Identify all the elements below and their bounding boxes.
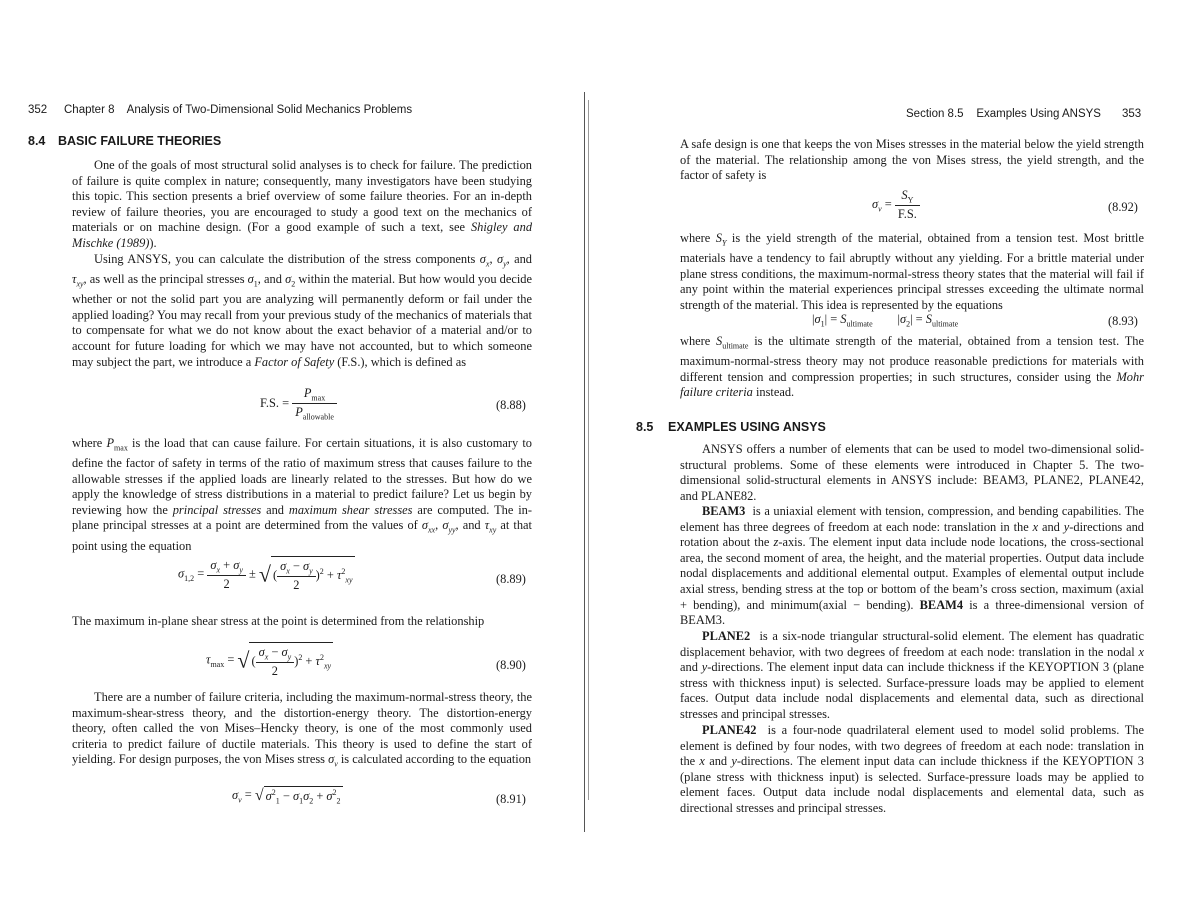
equation-number-8-89: (8.89) [496,572,526,586]
equation-8-88: F.S. = $\frac{P_{max}}{P_{allowable}}$ [260,386,337,422]
paragraph-ansys-elements: ANSYS offers a number of elements that can be used to model two-dimensional solid-structural problems. Some of these elements were introduced in Chapter 5. The two-dimensional solid-structural elements in ANSYS include: BEAM3, PLANE2, PLANE42, and PLANE82. [680,442,1144,503]
equation-number-8-88: (8.88) [496,398,526,412]
right-page [596,0,1188,918]
equation-number-8-92: (8.92) [1108,200,1138,214]
right-running-head: Section 8.5 Examples Using ANSYS [906,108,1101,120]
equation-number-8-93: (8.93) [1108,314,1138,328]
left-page-number: 352 [28,104,48,116]
paragraph-plane2: PLANE2 is a six-node triangular structural-solid element. The element has quadratic displacement behavior, with two degrees of freedom at each node: translation in the nodal x and y-directions. The element input data can include thickness if the KEYOPTION 3 (plane stress with thickness input) is selected. Surface-pressure loads may be applied to element faces. Output data include nodal displacements and elemental data, such as directional stresses and principal stresses. [680,629,1144,721]
equation-8-89: $\sigma_{1,2}$ = $\frac{\sigma_x + \sigma_y}{2}$ ± √ ( $\frac{\sigma_x - \sigma_y}{2}$ )$^2 + \tau^2_{xy}$ [178,557,353,593]
paragraph-safe-design: A safe design is one that keeps the von Mises stresses in the material below the yield strength of the material. The relationship among the von Mises stress, the yield strength, and the factor of safety is [680,137,1144,183]
equation-number-8-90: (8.90) [496,658,526,672]
paragraph-ultimate-strength: where $S_{ultimate}$ is the ultimate strength of the material, obtained from a tension test. The maximum-normal-stress theory may not produce reasonable predictions for materials with different tension and compression properties; in such structures, consider using the Mohr failure criteria instead. [680,334,1144,400]
paragraph-plane42: PLANE42 is a four-node quadrilateral element used to model solid problems. The element is defined by four nodes, with two degrees of freedom at each node: translation in the x and y-directions. The element input data can include thickness if the KEYOPTION 3 (plane stress with thickness input) is selected. Surface-pressure loads may be applied to element faces. Output data include nodal displacements and elemental data, such as directional stresses and principal stresses. [680,723,1144,815]
gutter-line-inner [588,100,589,800]
section-title-8-4: BASIC FAILURE THEORIES [58,134,222,148]
paragraph-yield-strength: where $S_Y$ is the yield strength of the material, obtained from a tension test. Most brittle materials have a tendency to fail abruptly without any yielding. For a brittle material under plane stress conditions, the maximum-normal-stress theory states that the material will fail if any point within the material experiences principal stresses exceeding the ultimate normal strength of the material. This idea is represented by the equations [680,231,1144,312]
section-title-8-5: EXAMPLES USING ANSYS [668,420,826,434]
paragraph-goals: One of the goals of most structural solid analyses is to check for failure. The prediction of failure is quite complex in nature; consequently, many investigators have been studying this topic. This section presents a brief overview of some failure theories. For an in-depth review of failure theories, you are encouraged to study a good text on the mechanics of materials or on machine design. (For a good example of such a text, see Shigley and Mischke (1989)). [72,158,533,250]
paragraph-failure-criteria: There are a number of failure criteria, including the maximum-normal-stress theory, the maximum-shear-stress theory, and the distortion-energy theory. The distortion-energy theory, often called the von Mises–Hencky theory, is one of the most commonly used criteria to predict failure of ductile materials. This theory is used to define the start of yielding. For design purposes, the von Mises stress $\sigma_v$ is calculated according to the equation [72,690,532,769]
paragraph-stress-components: Using ANSYS, you can calculate the distribution of the stress components $\sigma_x$, $\sigma_y$, and $\tau_{xy}$, as well as the principal stresses $\sigma_1$, and $\sigma_2$ within the material. But how would you decide whether or not the solid part you are analyzing will permanently deform or fail under the applied loading? You may recall from your previous study of the mechanics of materials that to compensate for what we do not know about the exact behavior of a material and/or to account for future loading for which we may have not accounted, but to which someone may subject the part, we introduce a Factor of Safety (F.S.), which is defined as [72,252,532,369]
paragraph-pmax: where $P_{max}$ is the load that can cause failure. For certain situations, it is also customary to define the factor of safety in terms of the ratio of maximum stress that causes failure to the allowable stresses if the applied loads are linearly related to the stresses. But how do we apply the knowledge of stress distributions in a material to predict failure? Let us begin by reviewing how the principal stresses and maximum shear stresses are computed. The in-plane principal stresses at a point are determined from the values of $\sigma_{xx}$, $\sigma_{yy}$, and $\tau_{xy}$ at that point using the equation [72,436,533,553]
left-page [0,0,584,918]
section-number-8-4: 8.4 [28,134,46,148]
section-number-8-5: 8.5 [636,420,654,434]
equation-number-8-91: (8.91) [496,792,526,806]
equation-8-91: $\sigma_v$ = √ $\sigma^2_1 - \sigma_1\sigma_2 + \sigma^2_2$ [232,786,341,806]
right-page-number: 353 [1122,108,1142,120]
equation-8-92: $\sigma_v$ = $\frac{S_Y}{F.S.}$ [872,188,920,222]
paragraph-max-shear: The maximum in-plane shear stress at the point is determined from the relationship [72,614,485,628]
paragraph-beam3: BEAM3 is a uniaxial element with tension, compression, and bending capabilities. The element has three degrees of freedom at each node: translation in the x and y-directions and rotation about the z-axis. The element input data include node locations, the cross-sectional area, the second moment of area, the height, and the material properties. Output data include nodal displacements and additional elemental output. Examples of elemental output include axial stress, bending stress at the top or bottom of the beam’s cross section, maximum (axial + bending), and minimum(axial − bending). BEAM4 is a three-dimensional version of BEAM3. [680,504,1144,628]
gutter-line [584,92,585,832]
equation-8-90: $\tau_{max}$ = √ ( $\frac{\sigma_x - \sigma_y}{2}$ )$^2 + \tau^2_{xy}$ [206,642,333,679]
left-running-head: Chapter 8 Analysis of Two-Dimensional Solid Mechanics Problems [64,104,413,116]
equation-8-93: $|\sigma_1| = S_{ultimate}$ $|\sigma_2| = S_{ultimate}$ [812,312,959,329]
